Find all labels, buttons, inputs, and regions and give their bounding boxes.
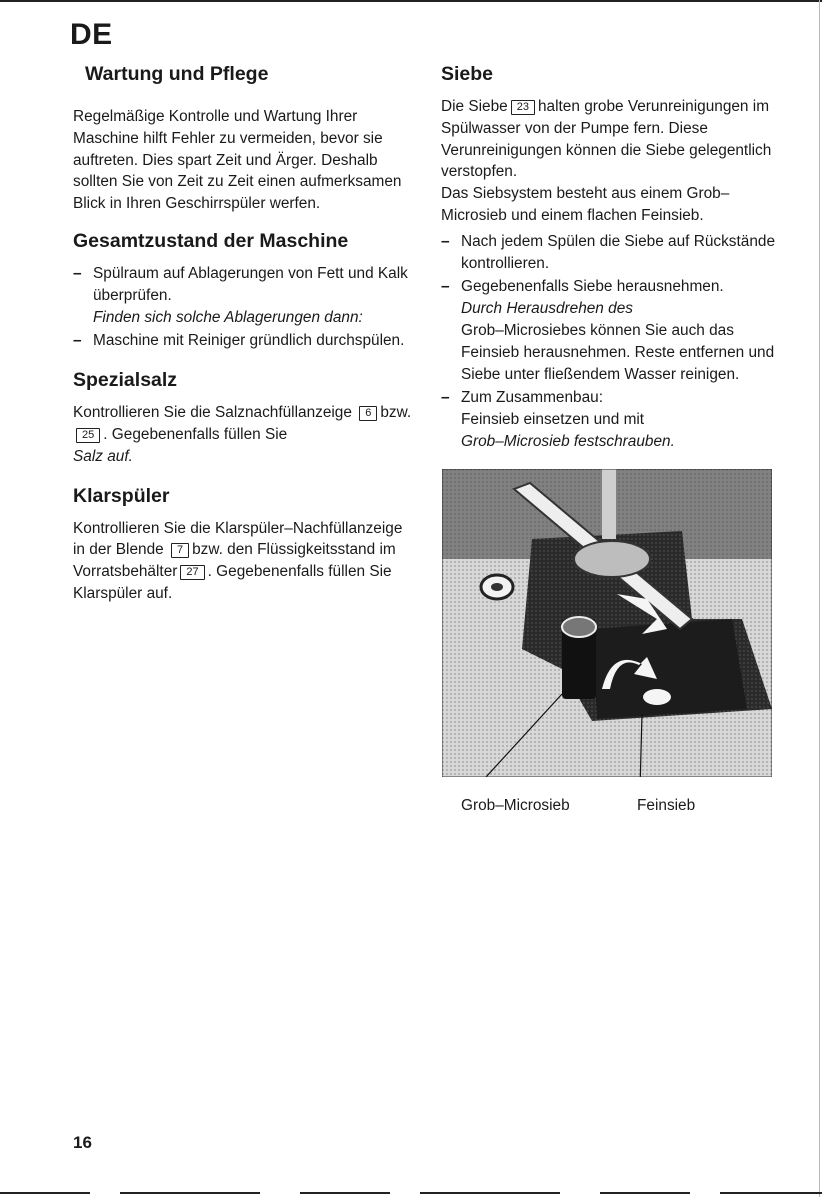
list-item [441,231,781,275]
page-edge [819,0,820,1197]
siebe-list [441,231,781,453]
list-item [441,276,781,385]
ref-box: 23 [511,100,535,115]
list-item-text: Maschine mit Reiniger gründlich durchspülen. [93,332,405,350]
list-item-text: Grob–Microsiebes können Sie auch das Feinsieb herausnehmen. Reste entfernen und Siebe unter fließendem Wasser reinigen. [461,321,775,383]
section-klarspueler [73,484,413,605]
gesamt-list [73,263,413,352]
label-feinsieb: Feinsieb [637,796,696,814]
bottom-rule [0,1192,822,1194]
siebe-para-2: Das Siebsystem besteht aus einem Grob–Microsieb und einem flachen Feinsieb. [441,185,730,224]
klar-text-2: bzw. den Flüssigkeitsstand im Vorratsbehälter [73,541,396,581]
list-item-text: Gegebenenfalls Siebe herausnehmen. [461,278,724,296]
ref-box: 27 [180,565,204,580]
dash-bullet: – [441,232,450,250]
list-item [73,263,413,328]
salz-italic: Salz auf. [73,447,133,465]
intro-text: Regelmäßige Kontrolle und Wartung Ihrer Maschine hilft Fehler zu vermeiden, bevor sie auftreten. Dies spart Zeit und Ärger. Deshalb sollten Sie von Zeit zu Zeit einen aufmerksamen Blick in Ihren Geschirrspüler werfen. [73,108,402,213]
dash-bullet: – [73,332,82,350]
list-item [441,387,781,452]
heading-klarspueler: Klarspüler [73,484,170,507]
klar-text-1: Kontrollieren Sie die Klarspüler–Nachfüllanzeige in der Blende [73,519,403,559]
ref-box: 25 [76,428,100,443]
salz-text-2: bzw. [380,404,412,422]
section-gesamtzustand [73,229,413,352]
dash-bullet: – [73,264,82,282]
list-item-text: Nach jedem Spülen die Siebe auf Rückstände kontrollieren. [461,232,775,272]
ref-box: 7 [171,543,189,558]
list-item-text: Zum Zusammenbau: [461,389,603,407]
klar-text-3: . Gegebenenfalls füllen Sie Klarspüler auf. [73,563,392,602]
section-spezialsalz [73,368,413,467]
salz-text-1: Kontrollieren Sie die Salznachfüllanzeige [73,404,352,422]
list-item [73,330,413,352]
list-item-italic: Grob–Microsieb festschrauben. [461,432,675,450]
list-item-text: Feinsieb einsetzen und mit [461,411,645,429]
right-column [441,62,781,823]
ref-box: 6 [359,406,377,421]
dash-bullet: – [441,278,450,296]
list-item-italic: Finden sich solche Ablagerungen dann: [93,308,363,326]
filter-photo [442,469,772,777]
siebe-text-1: Die Siebe [441,98,508,115]
klar-text [73,518,413,605]
page-title: Wartung und Pflege [85,63,269,85]
siebe-text-2: halten grobe Verunreinigungen im Spülwasser von der Pumpe fern. Diese Verunreinigungen können die Siebe gelegentlich verstopfen. [441,98,772,181]
page-number: 16 [73,1133,92,1152]
siebe-para-1 [441,96,781,183]
list-item-italic: Durch Herausdrehen des [461,300,633,318]
heading-siebe: Siebe [441,63,494,85]
filter-illustration [442,469,772,777]
heading-spezialsalz: Spezialsalz [73,369,178,392]
list-item-text: Spülraum auf Ablagerungen von Fett und Kalk überprüfen. [93,264,408,304]
salz-text [73,402,413,467]
heading-gesamtzustand: Gesamtzustand der Maschine [73,229,349,252]
label-grob-microsieb: Grob–Microsieb [461,796,570,814]
top-rule [0,0,822,2]
language-label: DE [70,18,113,51]
figure-labels [441,797,781,823]
left-column [73,62,413,621]
dash-bullet: – [441,389,450,407]
salz-text-3: . Gegebenenfalls füllen Sie [103,425,288,443]
